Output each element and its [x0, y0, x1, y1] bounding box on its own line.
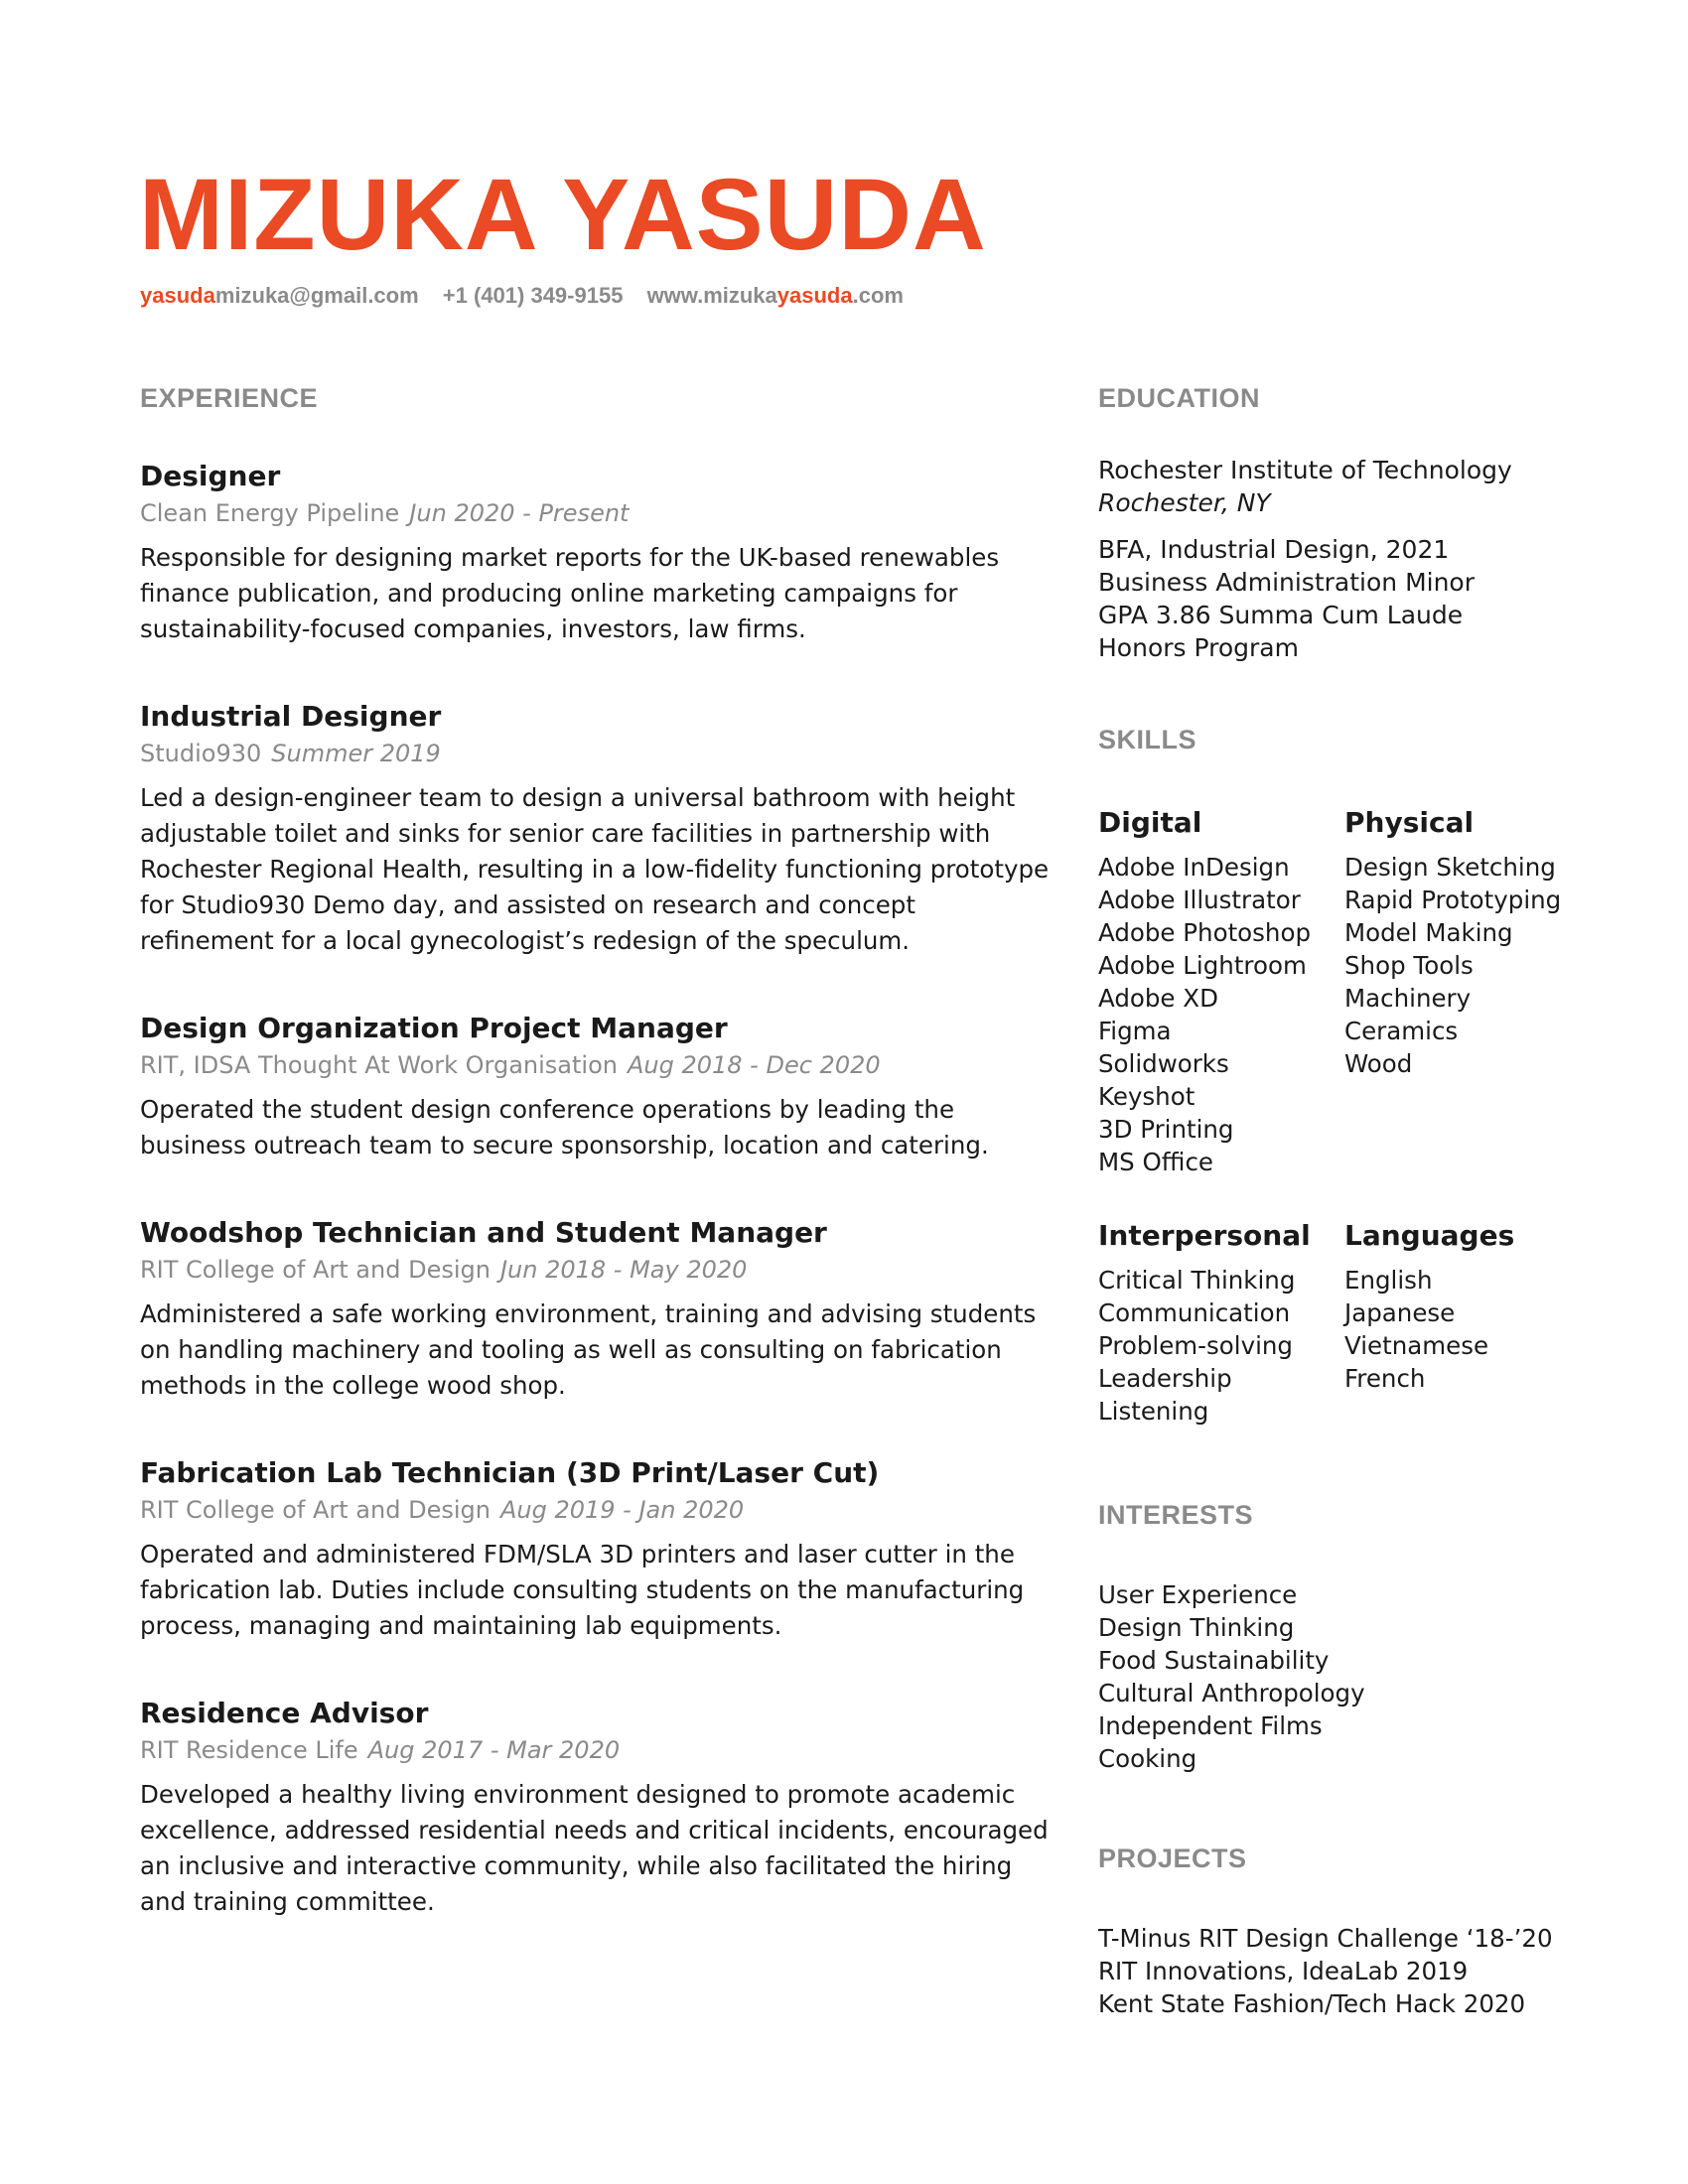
skill-item: Vietnamese [1344, 1331, 1489, 1360]
job-dates: Jun 2020 - Present [409, 499, 630, 527]
job-entry [140, 1696, 1054, 1920]
skill-item: Adobe Photoshop [1098, 918, 1312, 947]
skill-item: Adobe InDesign [1098, 853, 1290, 882]
skill-item: Listening [1098, 1397, 1209, 1426]
job-organization: RIT College of Art and Design [140, 1256, 491, 1284]
interest-item: Food Sustainability [1098, 1646, 1330, 1675]
project-item: RIT Innovations, IdeaLab 2019 [1098, 1957, 1469, 1985]
job-organization: Studio930 [140, 740, 262, 767]
education-heading: EDUCATION [1098, 383, 1260, 413]
projects-section [1098, 1843, 1634, 2020]
email-rest: mizuka@gmail.com [214, 283, 419, 308]
website-link[interactable] [647, 283, 904, 308]
project-item: T-Minus RIT Design Challenge ‘18-’20 [1098, 1924, 1553, 1953]
interest-item: User Experience [1098, 1580, 1298, 1609]
job-organization: RIT College of Art and Design [140, 1496, 491, 1524]
job-organization: RIT Residence Life [140, 1736, 358, 1764]
website-suffix: .com [852, 283, 904, 308]
education-detail: BFA, Industrial Design, 2021 [1098, 535, 1450, 564]
skill-item: Adobe Lightroom [1098, 951, 1307, 980]
projects-list [1098, 1922, 1634, 2020]
skill-item: Machinery [1344, 984, 1472, 1013]
skill-group [1344, 1218, 1591, 1428]
interests-list [1098, 1578, 1634, 1775]
job-description: Responsible for designing market reports for the UK-based renewables finance publication, and producing online marketing campaigns for sustainability-focused companies, investors, law firms. [140, 543, 1000, 643]
skills-grid [1098, 805, 1634, 1428]
skill-list [1098, 851, 1344, 1178]
skill-group [1098, 805, 1344, 1178]
job-dates: Aug 2018 - Dec 2020 [627, 1051, 881, 1079]
skill-item: Wood [1344, 1049, 1413, 1078]
email-link[interactable] [140, 283, 419, 308]
job-organization: Clean Energy Pipeline [140, 499, 400, 527]
skill-item: French [1344, 1364, 1426, 1393]
job-dates: Aug 2019 - Jan 2020 [499, 1496, 745, 1524]
skill-item: Adobe Illustrator [1098, 886, 1301, 914]
job-list [140, 459, 1054, 1920]
skill-group-title: Digital [1098, 806, 1202, 839]
interest-item: Independent Films [1098, 1711, 1323, 1740]
skill-item: Problem-solving [1098, 1331, 1293, 1360]
school-location: Rochester, NY [1098, 488, 1271, 517]
job-entry [140, 459, 1054, 647]
skill-item: MS Office [1098, 1148, 1213, 1176]
experience-column [140, 382, 1054, 1972]
job-entry [140, 1455, 1054, 1644]
job-dates: Aug 2017 - Mar 2020 [367, 1736, 621, 1764]
job-meta [140, 1733, 1054, 1767]
skill-group-title: Languages [1344, 1219, 1515, 1252]
skills-heading: SKILLS [1098, 725, 1197, 754]
skill-item: Japanese [1344, 1298, 1456, 1327]
skill-item: Keyshot [1098, 1082, 1196, 1111]
applicant-name: MIZUKA YASUDA [139, 158, 987, 271]
job-title: Woodshop Technician and Student Manager [140, 1216, 827, 1249]
website-highlight: yasuda [776, 283, 853, 308]
skill-item: Critical Thinking [1098, 1266, 1296, 1295]
job-title: Designer [140, 460, 281, 492]
job-title: Industrial Designer [140, 700, 442, 733]
website-prefix: www.mizuka [646, 283, 777, 308]
job-dates: Jun 2018 - May 2020 [499, 1256, 748, 1284]
skill-list [1344, 851, 1591, 1080]
skill-group [1344, 805, 1591, 1178]
skills-section [1098, 724, 1634, 1428]
contact-line [140, 281, 921, 311]
skill-list [1098, 1264, 1344, 1428]
interests-section [1098, 1499, 1634, 1775]
interests-heading: INTERESTS [1098, 1500, 1254, 1530]
job-meta [140, 496, 1054, 530]
interest-item: Cooking [1098, 1744, 1197, 1773]
education-detail: Honors Program [1098, 633, 1299, 662]
skill-item: Figma [1098, 1017, 1172, 1045]
job-meta [140, 737, 1054, 770]
job-meta [140, 1253, 1054, 1287]
skill-item: English [1344, 1266, 1433, 1295]
education-detail: Business Administration Minor [1098, 568, 1476, 597]
skill-item: Adobe XD [1098, 984, 1218, 1013]
skill-group-title: Interpersonal [1098, 1219, 1311, 1252]
interest-item: Cultural Anthropology [1098, 1679, 1365, 1707]
job-entry [140, 1215, 1054, 1404]
job-title: Design Organization Project Manager [140, 1012, 728, 1044]
job-meta [140, 1493, 1054, 1527]
job-entry [140, 1011, 1054, 1163]
skill-item: Design Sketching [1344, 853, 1556, 882]
job-organization: RIT, IDSA Thought At Work Organisation [140, 1051, 618, 1079]
job-description: Operated the student design conference operations by leading the business outreach team to secure sponsorship, location and catering. [140, 1095, 989, 1160]
job-dates: Summer 2019 [271, 740, 441, 767]
skill-item: Leadership [1098, 1364, 1232, 1393]
experience-heading: EXPERIENCE [140, 383, 319, 413]
email-highlight: yasuda [140, 283, 215, 308]
job-meta [140, 1048, 1054, 1082]
skill-item: 3D Printing [1098, 1115, 1234, 1144]
phone-number: +1 (401) 349-9155 [442, 283, 624, 308]
sidebar-column [1098, 382, 1634, 2020]
job-description: Developed a healthy living environment designed to promote academic excellence, addressed residential needs and critical incidents, encouraged an inclusive and interactive community, while also facilitated the hiring and training committee. [140, 1780, 1049, 1916]
job-description: Led a design-engineer team to design a universal bathroom with height adjustable toilet and sinks for senior care facilities in partnership with Rochester Regional Health, resulting in a low-fidelity functioning prototype for Studio930 Demo day, and assisted on research and concept refinement for a local gynecologist’s redesign of the speculum. [140, 783, 1050, 955]
job-title: Residence Advisor [140, 1697, 429, 1729]
school-name: Rochester Institute of Technology [1098, 456, 1512, 484]
education-block [1098, 454, 1634, 664]
job-entry [140, 699, 1054, 959]
education-detail: GPA 3.86 Summa Cum Laude [1098, 601, 1464, 629]
job-description: Operated and administered FDM/SLA 3D printers and laser cutter in the fabrication lab. Duties include consulting students on the manufacturing process, managing and maintaining lab equipments. [140, 1540, 1025, 1640]
skill-item: Solidworks [1098, 1049, 1229, 1078]
job-title: Fabrication Lab Technician (3D Print/Laser Cut) [140, 1456, 880, 1489]
skill-item: Communication [1098, 1298, 1291, 1327]
interest-item: Design Thinking [1098, 1613, 1295, 1642]
skill-group [1098, 1218, 1344, 1428]
projects-heading: PROJECTS [1098, 1843, 1247, 1873]
education-details [1098, 533, 1634, 664]
skill-item: Shop Tools [1344, 951, 1474, 980]
job-description: Administered a safe working environment, training and advising students on handling machinery and tooling as well as consulting on fabrication methods in the college wood shop. [140, 1299, 1037, 1400]
project-item: Kent State Fashion/Tech Hack 2020 [1098, 1989, 1526, 2018]
skill-item: Model Making [1344, 918, 1513, 947]
skill-list [1344, 1264, 1591, 1395]
skill-item: Rapid Prototyping [1344, 886, 1562, 914]
skill-group-title: Physical [1344, 806, 1475, 839]
skill-item: Ceramics [1344, 1017, 1459, 1045]
